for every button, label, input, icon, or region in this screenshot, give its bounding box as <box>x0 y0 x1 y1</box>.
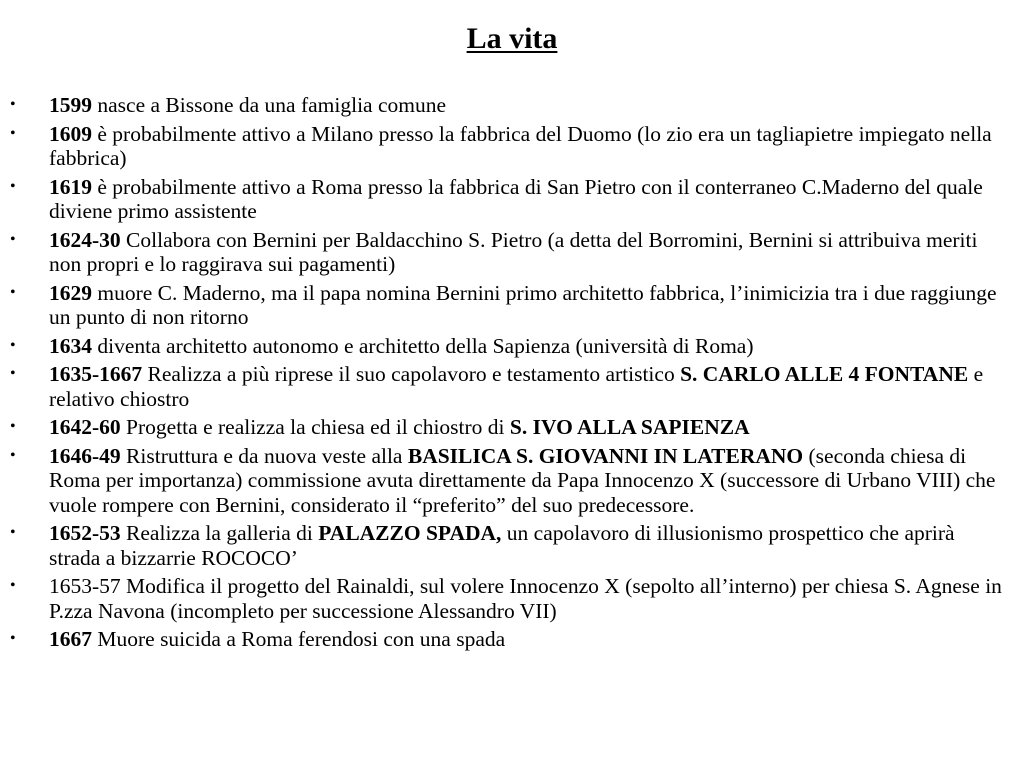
timeline-text: Progetta e realizza la chiesa ed il chiostro di <box>120 415 510 439</box>
bullet-icon: • <box>10 365 16 382</box>
timeline-year: 1635-1667 <box>49 362 143 386</box>
work-title: PALAZZO SPADA, <box>318 521 502 545</box>
timeline-year: 1629 <box>49 280 92 305</box>
timeline-year: 1599 <box>49 93 92 117</box>
bullet-icon: • <box>10 577 16 594</box>
slide-title: La vita <box>466 22 558 55</box>
timeline-year: 1642-60 <box>49 415 121 439</box>
timeline-text: Ristruttura e da nuova veste alla <box>120 443 408 468</box>
bullet-icon: • <box>10 177 16 195</box>
timeline-list <box>0 93 1010 656</box>
bullet-icon: • <box>10 96 16 113</box>
timeline-item <box>0 175 1010 224</box>
timeline-year: 1634 <box>49 333 92 358</box>
bullet-icon: • <box>10 230 16 248</box>
work-title: S. IVO ALLA SAPIENZA <box>509 415 750 439</box>
timeline-text: (seconda chiesa di Roma per importanza) commissione avuta direttamente da Papa Innocenzo X (successore di Urbano VIII) che vuole rompere con Bernini, considerato il “preferito” del suo predecessore. <box>49 443 996 517</box>
timeline-item <box>0 334 1010 359</box>
timeline-text: diventa architetto autonomo e architetto della Sapienza (università di Roma) <box>92 333 754 358</box>
bullet-icon: • <box>10 124 16 142</box>
bullet-icon: • <box>10 418 16 435</box>
timeline-year: 1609 <box>49 121 92 146</box>
timeline-year: 1646-49 <box>49 443 121 468</box>
bullet-icon: • <box>10 446 16 464</box>
timeline-text: è probabilmente attivo a Milano presso la fabbrica del Duomo (lo zio era un tagliapietre impiegato nella fabbrica) <box>49 121 992 170</box>
timeline-item <box>0 93 1010 118</box>
timeline-year: 1652-53 <box>49 521 121 545</box>
timeline-item <box>0 362 1010 411</box>
timeline-item <box>0 444 1010 518</box>
timeline-item <box>0 122 1010 171</box>
timeline-item <box>0 521 1010 570</box>
timeline-text: nasce a Bissone da una famiglia comune <box>92 93 447 117</box>
timeline-text: Muore suicida a Roma ferendosi con una spada <box>92 627 506 651</box>
bullet-icon: • <box>10 630 16 647</box>
timeline-item <box>0 574 1010 623</box>
bullet-icon: • <box>10 283 16 301</box>
timeline-text: muore C. Maderno, ma il papa nomina Bernini primo architetto fabbrica, l’inimicizia tra i due raggiunge un punto di non ritorno <box>49 280 997 329</box>
timeline-text: è probabilmente attivo a Roma presso la fabbrica di San Pietro con il conterraneo C.Maderno del quale diviene primo assistente <box>49 174 983 223</box>
timeline-item <box>0 281 1010 330</box>
timeline-text: e relativo chiostro <box>49 362 984 411</box>
timeline-item <box>0 415 1010 440</box>
timeline-text: Collabora con Bernini per Baldacchino S. Pietro (a detta del Borromini, Bernini si attribuiva meriti non propri e lo raggirava sui pagamenti) <box>49 227 978 276</box>
timeline-item <box>0 228 1010 277</box>
bullet-icon: • <box>10 524 16 541</box>
timeline-text: Modifica il progetto del Rainaldi, sul volere Innocenzo X (sepolto all’interno) per chiesa S. Agnese in P.zza Navona (incompleto per successione Alessandro VII) <box>49 574 1002 623</box>
timeline-text: Realizza la galleria di <box>120 521 319 545</box>
timeline-text: un capolavoro di illusionismo prospettico che aprirà strada a bizzarrie ROCOCO’ <box>49 521 955 570</box>
work-title: S. CARLO ALLE 4 FONTANE <box>680 362 969 386</box>
timeline-text: Realizza a più riprese il suo capolavoro e testamento artistico <box>142 362 681 386</box>
work-title: BASILICA S. GIOVANNI IN LATERANO <box>407 443 804 468</box>
timeline-item <box>0 627 1010 652</box>
timeline-year: 1619 <box>49 174 92 199</box>
bullet-icon: • <box>10 336 16 354</box>
timeline-year: 1667 <box>49 627 92 651</box>
timeline-year: 1653-57 <box>49 574 121 598</box>
timeline-year: 1624-30 <box>49 227 121 252</box>
